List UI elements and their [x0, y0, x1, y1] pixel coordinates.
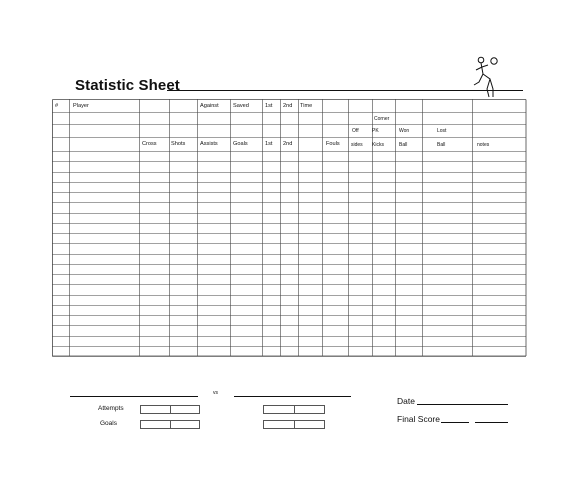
header-2nd-top: 2nd	[283, 103, 293, 109]
soccer-player-icon	[470, 55, 506, 99]
header-won: Won	[399, 128, 410, 134]
header-number: #	[55, 103, 59, 109]
header-player: Player	[73, 103, 89, 109]
header-saved: Saved	[233, 103, 249, 109]
vs-label: vs	[213, 390, 218, 396]
home-team-line	[70, 396, 198, 397]
home-goals-box[interactable]	[140, 420, 200, 429]
header-ball-won: Ball	[399, 142, 408, 148]
header-corner: Corner	[374, 116, 390, 122]
date-label: Date	[397, 396, 415, 406]
away-attempts-box[interactable]	[263, 405, 325, 414]
attempts-label: Attempts	[98, 405, 124, 412]
away-score-line[interactable]	[475, 422, 508, 423]
header-ball-lost: Ball	[437, 142, 446, 148]
box-divider	[170, 421, 171, 428]
home-attempts-box[interactable]	[140, 405, 200, 414]
header-1st: 1st	[265, 141, 273, 147]
date-line[interactable]	[417, 404, 508, 405]
away-team-line	[234, 396, 351, 397]
box-divider	[294, 421, 295, 428]
box-divider	[170, 406, 171, 413]
header-kicks: Kicks	[372, 142, 384, 148]
goals-label: Goals	[100, 420, 117, 427]
away-goals-box[interactable]	[263, 420, 325, 429]
header-assists: Assists	[200, 141, 218, 147]
header-shots: Shots	[171, 141, 186, 147]
header-time: Time	[300, 103, 313, 109]
header-cross: Cross	[142, 141, 157, 147]
header-goals: Goals	[233, 141, 248, 147]
header-against: Against	[200, 103, 219, 109]
header-off: Off	[352, 128, 359, 134]
header-2nd: 2nd	[283, 141, 293, 147]
header-lost: Lost	[437, 128, 447, 134]
home-score-line[interactable]	[441, 422, 469, 423]
stats-table-grid	[52, 99, 531, 357]
header-sides: sides	[351, 142, 363, 148]
sheet-title: Statistic Sheet	[75, 77, 180, 94]
header-notes: notes	[477, 142, 490, 148]
header-pk: PK	[372, 128, 379, 134]
header-fouls: Fouls	[326, 141, 340, 147]
header-1st-top: 1st	[265, 103, 273, 109]
box-divider	[294, 406, 295, 413]
final-score-label: Final Score	[397, 414, 440, 424]
